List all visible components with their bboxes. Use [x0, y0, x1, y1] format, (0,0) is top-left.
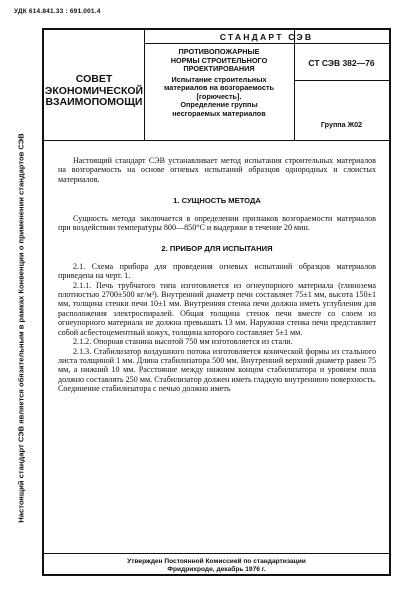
- subtitle-line-1: Испытание строительных: [171, 74, 267, 84]
- paragraph-2-1-1: 2.1.1. Печь трубчатого типа изготовляется из огнеупорного материала (глинозема плотностью 2700±500 кг/м³). Внутренний диаметр печи составляет 75±1 мм, высота 150±1 мм, толщина стенки печи 10±1 мм. Внутренняя стенка печи должна иметь углубления для расположения электроспиралей. Общая толщина стенок печи вместе со слоем из огнеупорного материала не должна превышать 13 мм. Наружная стенка печи представляет собой асбестоцементный кожух, толщина которого составляет 5±1 мм.: [58, 280, 376, 337]
- code-cell: [294, 30, 389, 140]
- vertical-margin-text: Настоящий стандарт СЭВ является обязательным в рамках Конвенции о применении стандартов СЭВ: [16, 132, 26, 523]
- standard-title: [144, 48, 294, 118]
- code-divider: [294, 80, 389, 81]
- footer-line-1: Утвержден Постоянной Комиссией по стандартизации: [127, 558, 306, 565]
- title-line-3: ПРОЕКТИРОВАНИЯ: [183, 64, 255, 73]
- subtitle-line-2: материалов на возгораемость: [163, 83, 275, 92]
- section-1-paragraph: Сущность метода заключается в определении признаков возгораемости материалов при воздействии температуры 800—850°С и выдержке в течение 20 мин.: [58, 213, 376, 233]
- org-name: [44, 74, 144, 109]
- udk-code: УДК 614.841.33 : 691.001.4: [14, 8, 101, 15]
- document-frame: [42, 28, 391, 576]
- vertical-margin-note: [14, 70, 28, 585]
- org-line-1: СОВЕТ: [75, 73, 113, 85]
- org-cell: [44, 30, 145, 140]
- title-line-1: ПРОТИВОПОЖАРНЫЕ: [178, 47, 260, 56]
- subtitle-line-5: несгораемых материалов: [172, 108, 266, 118]
- intro-paragraph: Настоящий стандарт СЭВ устанавливает метод испытания строительных материалов на возгораемость на основе огневых испытаний образцов однородных и слоистых материалов.: [58, 156, 376, 184]
- standard-code: СТ СЭВ 382—76: [308, 58, 375, 68]
- subtitle-line-4: Определение группы: [180, 100, 258, 109]
- paragraph-2-1: 2.1. Схема прибора для проведения огневых испытаний образцов материалов приведена на черт. 1.: [58, 261, 376, 281]
- title-cell: [144, 30, 295, 140]
- subtitle-line-3: [горючесть].: [196, 91, 242, 101]
- approval-footer: [44, 553, 389, 574]
- title-line-2: НОРМЫ СТРОИТЕЛЬНОГО: [170, 55, 268, 65]
- header-block: [44, 30, 389, 141]
- footer-line-2: Фридрихроде, декабрь 1976 г.: [167, 566, 266, 573]
- code-band: [294, 30, 389, 44]
- org-line-2: ЭКОНОМИЧЕСКОЙ: [44, 84, 144, 97]
- paragraph-2-1-2: 2.1.2. Опорная станина высотой 750 мм изготовляется из стали.: [73, 337, 293, 347]
- org-line-3: ВЗАИМОПОМОЩИ: [45, 96, 143, 108]
- standard-label: СТАНДАРТ СЭВ: [219, 32, 314, 42]
- document-body: [58, 156, 376, 394]
- standard-group: Группа Ж02: [320, 120, 363, 129]
- paragraph-2-1-3: 2.1.3. Стабилизатор воздушного потока изготовляется конической формы из стального листа толщиной 1 мм. Длина стабилизатора 500 мм. Внутренний верхний диаметр равен 75 мм, а нижний 10 мм. Расстояние между нижним концом стабилизатора и уровнем пола должно составлять 250 мм. Стабилизатор должен иметь гладкую внутреннюю поверхность. Соединение стабилизатора с печью должно иметь: [58, 346, 376, 394]
- section-1-heading: 1. СУЩНОСТЬ МЕТОДА: [173, 196, 261, 206]
- section-2-heading: 2. ПРИБОР ДЛЯ ИСПЫТАНИЯ: [161, 244, 273, 254]
